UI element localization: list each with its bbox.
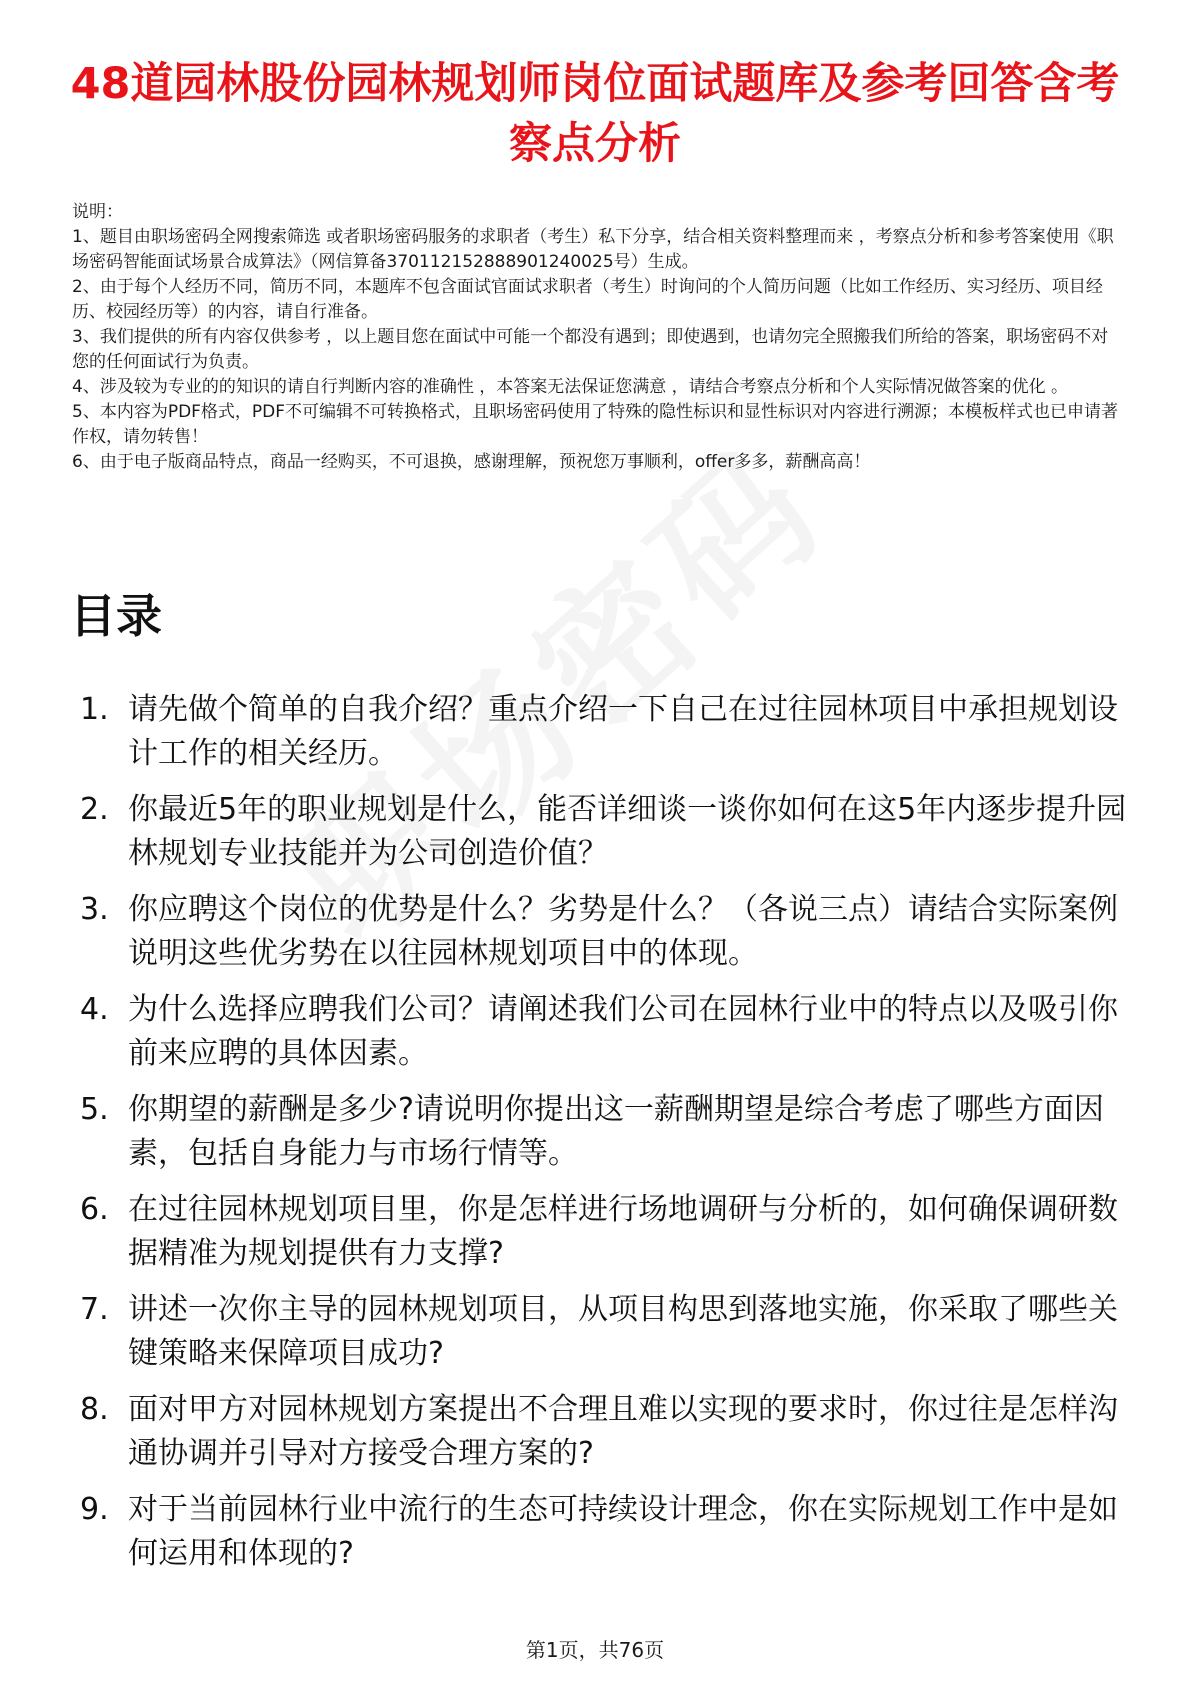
question-list xyxy=(68,688,1128,1588)
note-item: 6、由于电子版商品特点，商品一经购买，不可退换，感谢理解，预祝您万事顺利，offer多多，薪酬高高！ xyxy=(72,452,871,472)
question-number: 6. xyxy=(80,1192,109,1227)
question-item xyxy=(68,788,1128,876)
question-text: 请先做个简单的自我介绍？重点介绍一下自己在过往园林项目中承担规划设计工作的相关经历。 xyxy=(128,692,1118,771)
question-number: 1. xyxy=(80,692,109,727)
toc-heading: 目录 xyxy=(70,589,162,643)
question-text: 你期望的薪酬是多少?请说明你提出这一薪酬期望是综合考虑了哪些方面因素，包括自身能力与市场行情等。 xyxy=(128,1092,1104,1171)
note-item: 1、题目由职场密码全网搜索筛选 或者职场密码服务的求职者（考生）私下分享，结合相关资料整理而来 ，考察点分析和参考答案使用《职场密码智能面试场景合成算法》（网信算备370112152888901240025号）生成。 xyxy=(72,227,1114,272)
document-title: 48道园林股份园林规划师岗位面试题库及参考回答含考察点分析 xyxy=(70,59,1120,169)
note-heading: 说明： xyxy=(72,202,123,222)
question-text: 讲述一次你主导的园林规划项目，从项目构思到落地实施，你采取了哪些关键策略来保障项目成功? xyxy=(128,1292,1118,1371)
note-item: 2、由于每个人经历不同，简历不同，本题库不包含面试官面试求职者（考生）时询问的个人简历问题（比如工作经历、实习经历、项目经历、校园经历等）的内容，请自行准备。 xyxy=(72,277,1103,322)
question-text: 你最近5年的职业规划是什么，能否详细谈一谈你如何在这5年内逐步提升园林规划专业技能并为公司创造价值？ xyxy=(128,792,1127,871)
note-item: 4、涉及较为专业的的知识的请自行判断内容的准确性 ，本答案无法保证您满意 ，请结合考察点分析和个人实际情况做答案的优化 。 xyxy=(72,377,1069,397)
question-item xyxy=(68,1288,1128,1376)
disclaimer-notes xyxy=(72,200,1122,475)
question-number: 5. xyxy=(80,1092,109,1127)
question-item xyxy=(68,1088,1128,1176)
question-text: 为什么选择应聘我们公司？请阐述我们公司在园林行业中的特点以及吸引你前来应聘的具体因素。 xyxy=(128,992,1118,1071)
question-number: 4. xyxy=(80,992,109,1027)
question-text: 你应聘这个岗位的优势是什么？劣势是什么？（各说三点）请结合实际案例说明这些优劣势在以往园林规划项目中的体现。 xyxy=(128,892,1118,971)
question-number: 8. xyxy=(80,1392,109,1427)
question-text: 面对甲方对园林规划方案提出不合理且难以实现的要求时，你过往是怎样沟通协调并引导对方接受合理方案的? xyxy=(128,1392,1118,1471)
question-item xyxy=(68,1188,1128,1276)
question-item xyxy=(68,888,1128,976)
question-text: 在过往园林规划项目里，你是怎样进行场地调研与分析的，如何确保调研数据精准为规划提供有力支撑? xyxy=(128,1192,1118,1271)
question-item xyxy=(68,1388,1128,1476)
question-item xyxy=(68,688,1128,776)
page-number: 第1页，共76页 xyxy=(525,1638,665,1662)
question-number: 3. xyxy=(80,892,109,927)
note-item: 5、本内容为PDF格式，PDF不可编辑不可转换格式，且职场密码使用了特殊的隐性标识和显性标识对内容进行溯源；本模板样式也已申请著作权，请勿转售！ xyxy=(72,402,1119,447)
question-number: 2. xyxy=(80,792,109,827)
question-item xyxy=(68,988,1128,1076)
question-number: 9. xyxy=(80,1492,109,1527)
question-item xyxy=(68,1488,1128,1576)
note-item: 3、我们提供的所有内容仅供参考 ，以上题目您在面试中可能一个都没有遇到；即使遇到，也请勿完全照搬我们所给的答案，职场密码不对您的任何面试行为负责。 xyxy=(72,327,1109,372)
question-number: 7. xyxy=(80,1292,109,1327)
question-text: 对于当前园林行业中流行的生态可持续设计理念，你在实际规划工作中是如何运用和体现的? xyxy=(128,1492,1118,1571)
